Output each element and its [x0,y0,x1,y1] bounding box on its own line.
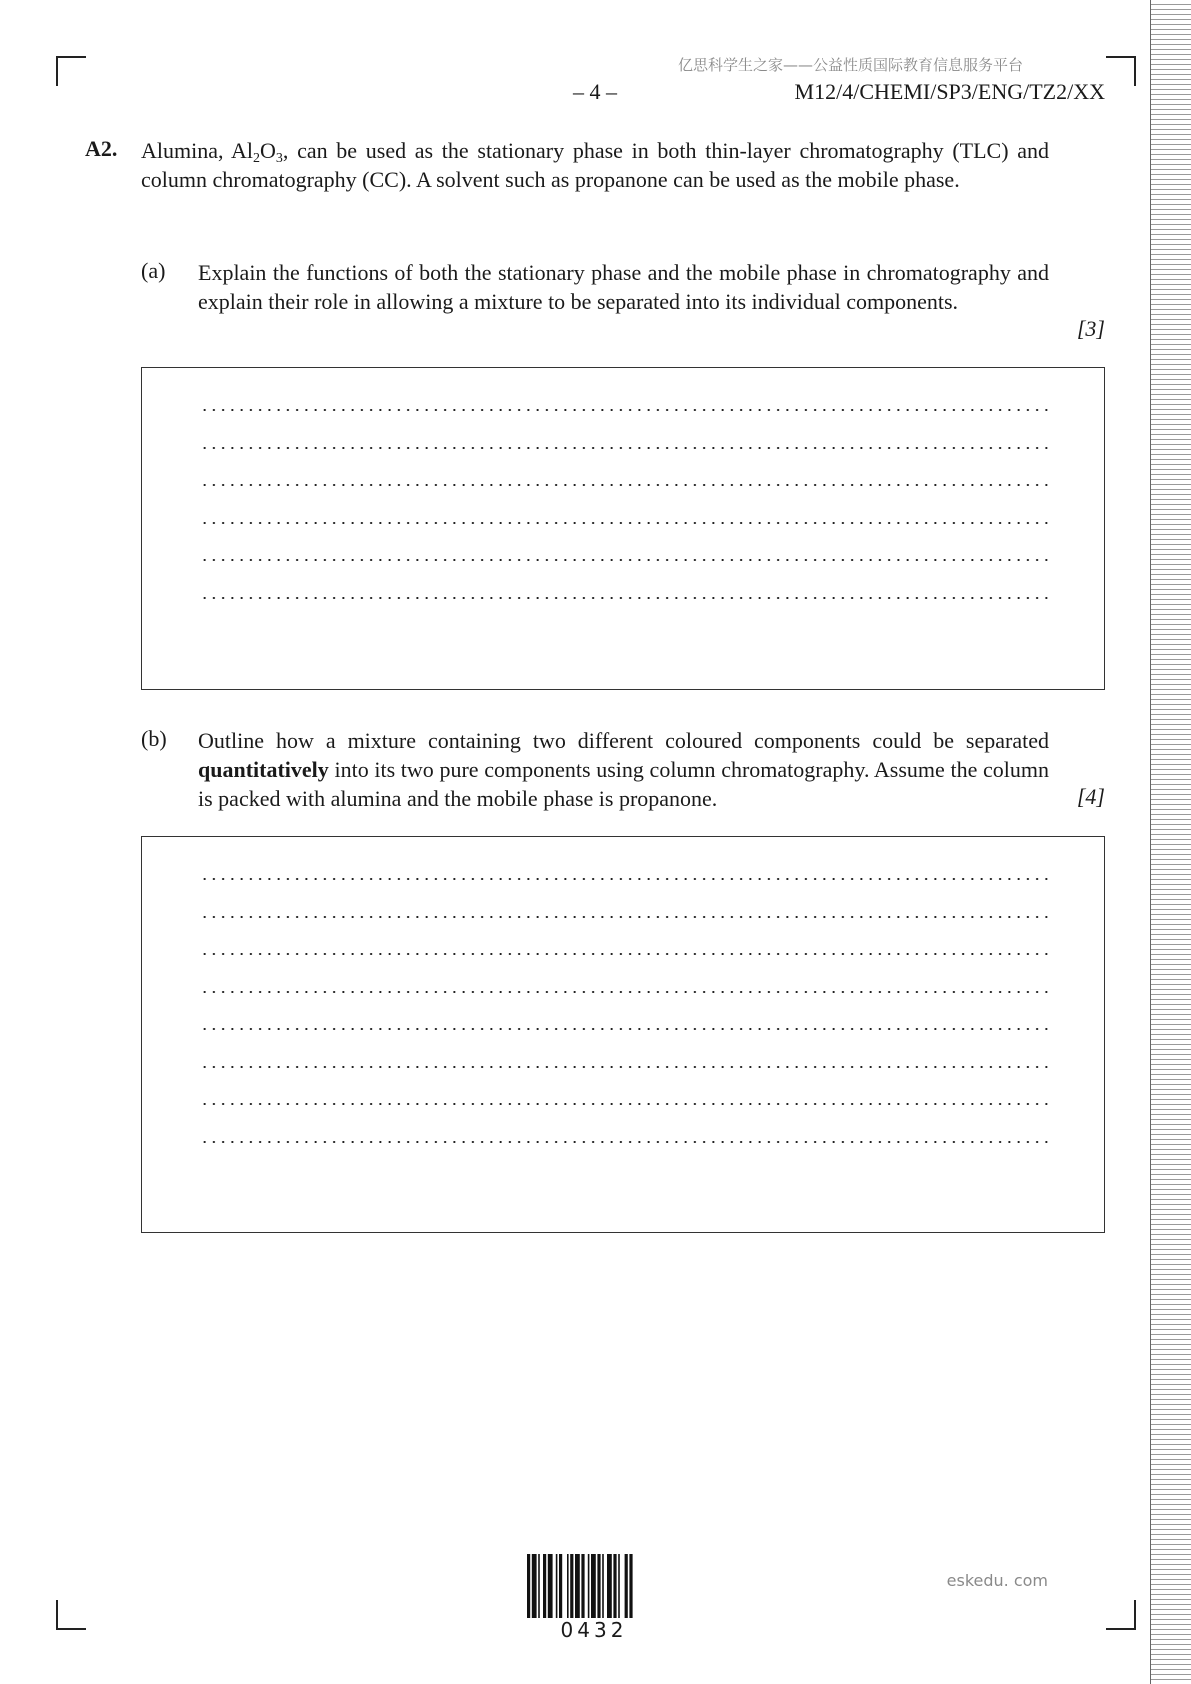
barcode-bar [602,1554,604,1618]
barcode-bar [556,1554,558,1618]
barcode-bar [570,1554,573,1618]
crop-mark-top-right [1106,56,1136,86]
answer-line[interactable] [200,447,1048,449]
barcode-bar [629,1554,632,1618]
answer-line[interactable] [200,878,1048,880]
part-b-marks: [4] [1076,784,1105,809]
barcode-bar [538,1554,540,1618]
barcode-bar [588,1554,590,1618]
answer-box-a[interactable] [141,367,1105,690]
barcode-icon [527,1554,661,1618]
part-a-label: (a) [141,258,166,283]
answer-line[interactable] [200,597,1048,599]
question-number: A2. [85,136,118,161]
intro-text-mid: O [259,138,276,163]
part-b-text-before: Outline how a mixture containing two different coloured components could be separated [198,728,1049,753]
barcode-bar [581,1554,584,1618]
answer-line[interactable] [200,522,1048,524]
barcode-bar [559,1554,562,1618]
paper-code: M12/4/CHEMI/SP3/ENG/TZ2/XX [794,79,1105,104]
barcode-bar [618,1554,620,1618]
crop-mark-bottom-left [56,1600,86,1630]
footer-site: eskedu. com [946,1571,1048,1590]
answer-box-b[interactable] [141,836,1105,1233]
answer-line[interactable] [200,953,1048,955]
answer-line[interactable] [200,916,1048,918]
answer-line[interactable] [200,1028,1048,1030]
part-a-marks: [3] [1076,316,1105,341]
part-a-text: Explain the functions of both the stationary phase and the mobile phase in chromatography and explain their role in allowing a mixture to be separated into its individual components. [198,260,1049,314]
barcode-bar [548,1554,553,1618]
intro-subscript-3: 3 [275,151,283,166]
answer-line[interactable] [200,484,1048,486]
part-b-text [198,726,1049,813]
answer-line[interactable] [200,991,1048,993]
answer-line[interactable] [200,1066,1048,1068]
barcode-bar [543,1554,546,1618]
barcode-number: 0432 [560,1618,628,1642]
barcode-bar [607,1554,612,1618]
barcode-bar [591,1554,596,1618]
intro-subscript-2: 2 [252,151,260,166]
barcode-bar [613,1554,616,1618]
answer-line[interactable] [200,559,1048,561]
part-b-label: (b) [141,726,167,751]
barcode-bar [597,1554,600,1618]
question-intro [141,136,1049,194]
page-number: – 4 – [573,79,617,104]
barcode-bar [532,1554,537,1618]
part-b-text-after: into its two pure components using column chromatography. Assume the column is packed with alumina and the mobile phase is propanone. [198,757,1049,811]
answer-line[interactable] [200,1103,1048,1105]
crop-mark-top-left [56,56,86,86]
barcode-bar [567,1554,569,1618]
margin-hatch-strip [1150,0,1191,1684]
barcode-bar [527,1554,530,1618]
barcode-bar [575,1554,580,1618]
part-b-bold-word: quantitatively [198,757,329,782]
intro-text-after: , can be used as the stationary phase in both thin-layer chromatography (TLC) and column chromatography (CC). A solvent such as propanone can be used as the mobile phase. [141,138,1049,192]
header-watermark: 亿思科学生之家——公益性质国际教育信息服务平台 [678,56,1024,74]
barcode-bar [625,1554,628,1618]
answer-line[interactable] [200,1141,1048,1143]
answer-line[interactable] [200,409,1048,411]
intro-text-before: Alumina, Al [141,138,253,163]
crop-mark-bottom-right [1106,1600,1136,1630]
